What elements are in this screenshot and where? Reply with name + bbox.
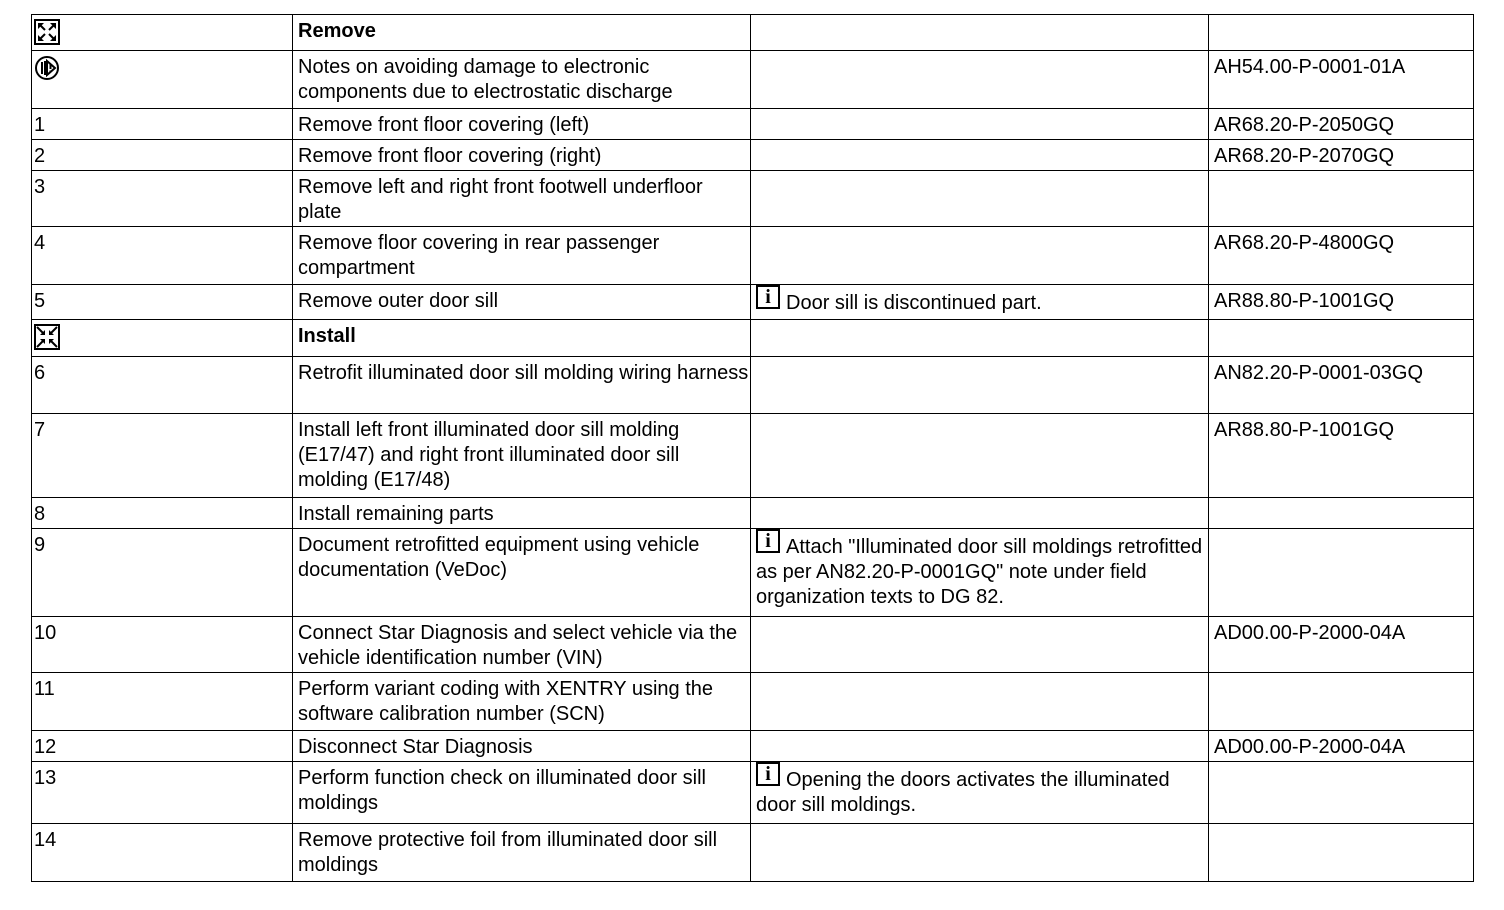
note-cell xyxy=(751,171,1209,227)
step-number: 14 xyxy=(34,829,57,851)
note-cell xyxy=(751,140,1209,171)
table-row xyxy=(32,171,1474,227)
note-cell xyxy=(751,109,1209,140)
step-description: Remove front floor covering (left) xyxy=(293,109,751,140)
reference-link[interactable]: AR68.20-P-4800GQ xyxy=(1209,227,1474,285)
step-number: 6 xyxy=(34,362,46,384)
step-description: Document retrofitted equipment using vehicle documentation (VeDoc) xyxy=(293,529,751,617)
step-description: Remove outer door sill xyxy=(293,285,751,320)
step-cell xyxy=(32,285,293,320)
reference-link xyxy=(1209,762,1474,824)
reference-link[interactable]: AR68.20-P-2070GQ xyxy=(1209,140,1474,171)
note-cell xyxy=(751,285,1209,320)
step-description: Remove front floor covering (right) xyxy=(293,140,751,171)
table-row xyxy=(32,414,1474,498)
reference-link xyxy=(1209,824,1474,882)
reference-link xyxy=(1209,498,1474,529)
section-heading: Install xyxy=(293,320,751,357)
note-cell xyxy=(751,673,1209,731)
table-row xyxy=(32,51,1474,109)
step-cell xyxy=(32,731,293,762)
step-number: 4 xyxy=(34,232,46,254)
step-number: 12 xyxy=(34,736,57,758)
table-row xyxy=(32,617,1474,673)
note-cell xyxy=(751,731,1209,762)
table-row xyxy=(32,824,1474,882)
step-cell xyxy=(32,15,293,51)
reference-link xyxy=(1209,529,1474,617)
reference-link xyxy=(1209,320,1474,357)
step-description: Remove left and right front footwell underfloor plate xyxy=(293,171,751,227)
note-text: Attach "Illuminated door sill moldings retrofitted as per AN82.20-P-0001GQ" note under field organization texts to DG 82. xyxy=(756,536,1203,608)
table-row xyxy=(32,140,1474,171)
reference-link[interactable]: AR68.20-P-2050GQ xyxy=(1209,109,1474,140)
step-cell xyxy=(32,171,293,227)
info-icon: i xyxy=(756,529,780,553)
reference-link[interactable]: AD00.00-P-2000-04A xyxy=(1209,617,1474,673)
step-number: 2 xyxy=(34,145,46,167)
note-text: Opening the doors activates the illuminated door sill moldings. xyxy=(756,769,1170,816)
step-cell xyxy=(32,357,293,414)
note-cell xyxy=(751,357,1209,414)
step-number: 3 xyxy=(34,176,46,198)
table-row xyxy=(32,498,1474,529)
step-number: 11 xyxy=(34,678,55,700)
note-cell xyxy=(751,51,1209,109)
step-cell xyxy=(32,51,293,109)
step-number: 7 xyxy=(34,419,46,441)
step-description: Notes on avoiding damage to electronic components due to electrostatic discharge xyxy=(293,51,751,109)
table-row xyxy=(32,529,1474,617)
step-description: Install remaining parts xyxy=(293,498,751,529)
step-number: 8 xyxy=(34,503,46,525)
note-cell xyxy=(751,762,1209,824)
note-cell xyxy=(751,414,1209,498)
note-cell xyxy=(751,320,1209,357)
table-row xyxy=(32,15,1474,51)
step-cell xyxy=(32,824,293,882)
step-number: 13 xyxy=(34,767,57,789)
table-row xyxy=(32,762,1474,824)
info-icon: i xyxy=(756,762,780,786)
esd-warning-icon xyxy=(34,55,60,81)
reference-link xyxy=(1209,15,1474,51)
reference-link xyxy=(1209,673,1474,731)
step-cell xyxy=(32,140,293,171)
section-heading: Remove xyxy=(293,15,751,51)
reference-link[interactable]: AH54.00-P-0001-01A xyxy=(1209,51,1474,109)
reference-link[interactable]: AR88.80-P-1001GQ xyxy=(1209,285,1474,320)
step-number: 10 xyxy=(34,622,57,644)
step-description: Retrofit illuminated door sill molding wiring harness xyxy=(293,357,751,414)
step-cell xyxy=(32,762,293,824)
reference-link[interactable]: AN82.20-P-0001-03GQ xyxy=(1209,357,1474,414)
info-icon: i xyxy=(756,285,780,309)
step-cell xyxy=(32,529,293,617)
note-cell xyxy=(751,15,1209,51)
step-description: Disconnect Star Diagnosis xyxy=(293,731,751,762)
table-row xyxy=(32,285,1474,320)
note-cell xyxy=(751,824,1209,882)
table-row xyxy=(32,357,1474,414)
step-cell xyxy=(32,673,293,731)
reference-link xyxy=(1209,171,1474,227)
step-cell xyxy=(32,498,293,529)
procedure-table xyxy=(31,14,1474,882)
step-description: Install left front illuminated door sill molding (E17/47) and right front illuminated door sill molding (E17/48) xyxy=(293,414,751,498)
reference-link[interactable]: AD00.00-P-2000-04A xyxy=(1209,731,1474,762)
note-text: Door sill is discontinued part. xyxy=(786,292,1042,314)
note-cell xyxy=(751,498,1209,529)
step-cell xyxy=(32,414,293,498)
step-description: Remove protective foil from illuminated door sill moldings xyxy=(293,824,751,882)
note-cell xyxy=(751,227,1209,285)
step-cell xyxy=(32,227,293,285)
step-description: Connect Star Diagnosis and select vehicle via the vehicle identification number (VIN) xyxy=(293,617,751,673)
step-cell xyxy=(32,109,293,140)
step-description: Perform function check on illuminated door sill moldings xyxy=(293,762,751,824)
step-number: 1 xyxy=(34,114,46,136)
step-description: Perform variant coding with XENTRY using the software calibration number (SCN) xyxy=(293,673,751,731)
step-number: 9 xyxy=(34,534,46,556)
step-cell xyxy=(32,320,293,357)
step-number: 5 xyxy=(34,290,46,312)
step-cell xyxy=(32,617,293,673)
table-row xyxy=(32,673,1474,731)
note-cell xyxy=(751,617,1209,673)
note-cell xyxy=(751,529,1209,617)
step-description: Remove floor covering in rear passenger compartment xyxy=(293,227,751,285)
table-row xyxy=(32,227,1474,285)
install-icon xyxy=(34,324,60,350)
table-row xyxy=(32,320,1474,357)
table-row xyxy=(32,109,1474,140)
reference-link[interactable]: AR88.80-P-1001GQ xyxy=(1209,414,1474,498)
table-row xyxy=(32,731,1474,762)
remove-icon xyxy=(34,19,60,45)
